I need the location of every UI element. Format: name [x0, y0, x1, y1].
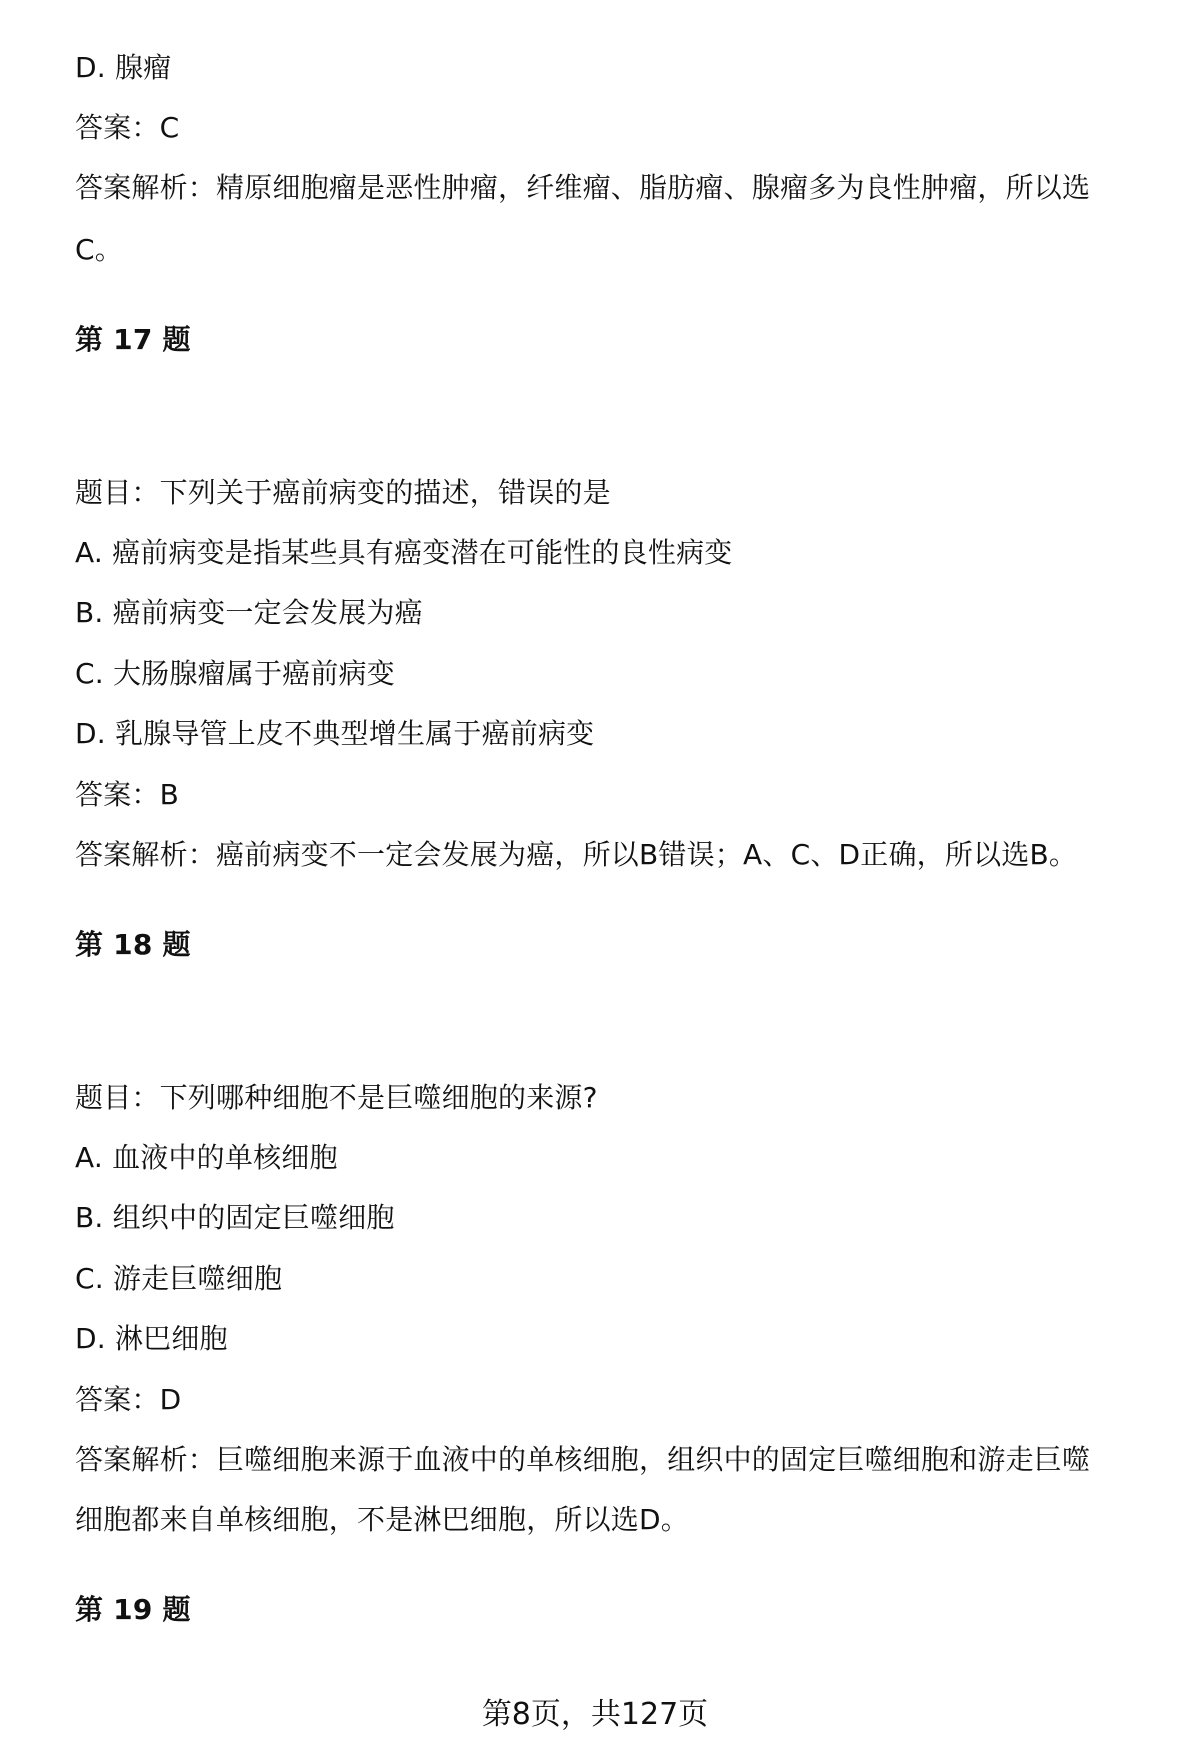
q17-question: 题目：下列关于癌前病变的描述，错误的是 [75, 476, 611, 509]
q17-answer: 答案：B [75, 778, 180, 811]
q18-explanation-line2: 细胞都来自单核细胞，不是淋巴细胞，所以选D。 [75, 1503, 689, 1536]
q17-option-d: D. 乳腺导管上皮不典型增生属于癌前病变 [75, 717, 595, 750]
q18-question: 题目：下列哪种细胞不是巨噬细胞的来源? [75, 1081, 598, 1114]
q16-answer: 答案：C [75, 111, 180, 144]
q18-explanation-line1: 答案解析：巨噬细胞来源于血液中的单核细胞，组织中的固定巨噬细胞和游走巨噬 [75, 1443, 1091, 1476]
page-number-footer: 第8页，共127页 [481, 1697, 709, 1732]
q16-explanation-line1: 答案解析：精原细胞瘤是恶性肿瘤，纤维瘤、脂肪瘤、腺瘤多为良性肿瘤，所以选 [75, 171, 1091, 204]
q16-explanation-line2: C。 [75, 233, 123, 266]
q18-option-d: D. 淋巴细胞 [75, 1322, 228, 1355]
q17-option-b: B. 癌前病变一定会发展为癌 [75, 596, 423, 629]
q17-heading: 第 17 题 [75, 323, 191, 356]
q17-explanation: 答案解析：癌前病变不一定会发展为癌，所以B错误；A、C、D正确，所以选B。 [75, 838, 1078, 871]
q16-option-d: D. 腺瘤 [75, 51, 172, 84]
q17-option-c: C. 大肠腺瘤属于癌前病变 [75, 657, 395, 690]
q18-option-c: C. 游走巨噬细胞 [75, 1262, 283, 1295]
q18-heading: 第 18 题 [75, 928, 191, 961]
q18-answer: 答案：D [75, 1383, 182, 1416]
q18-option-b: B. 组织中的固定巨噬细胞 [75, 1201, 395, 1234]
q18-option-a: A. 血液中的单核细胞 [75, 1141, 338, 1174]
q17-option-a: A. 癌前病变是指某些具有癌变潜在可能性的良性病变 [75, 536, 733, 569]
q19-heading: 第 19 题 [75, 1593, 191, 1626]
